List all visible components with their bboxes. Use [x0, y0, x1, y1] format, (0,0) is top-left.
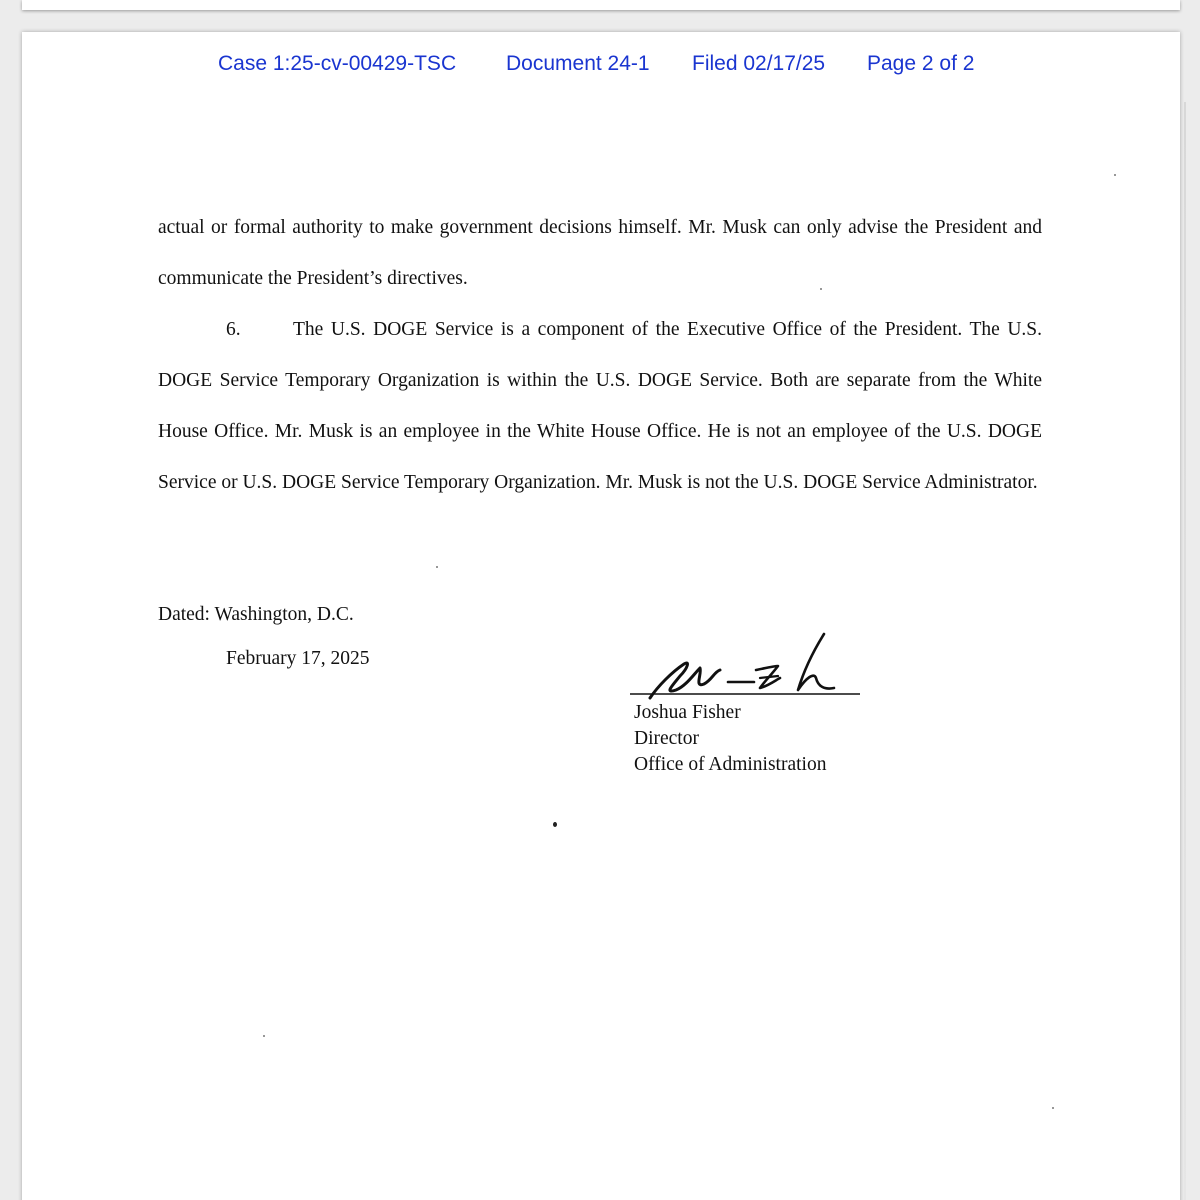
signer-office: Office of Administration: [634, 754, 827, 775]
handwritten-signature: [628, 628, 868, 708]
paragraph-6-text: The U.S. DOGE Service is a component of the Executive Office of the President. The U.S. DOGE Service Temporary Organization is within the U.S. DOGE Service. Both are separate from the White House Office. Mr. Musk is an employee in the White House Office. He is not an employee of the U.S. DOGE Service or U.S. DOGE Service Temporary Organization. Mr. Musk is not the U.S. DOGE Service Administrator.: [158, 319, 1042, 493]
scan-speck: [820, 288, 822, 290]
stamp-case-number: Case 1:25-cv-00429-TSC: [218, 52, 457, 75]
signer-name: Joshua Fisher: [634, 702, 741, 723]
signer-title: Director: [634, 728, 699, 749]
stamp-page-number: Page 2 of 2: [867, 52, 975, 75]
scan-speck: [553, 822, 557, 827]
declaration-body: [158, 202, 1042, 508]
scan-speck: [1052, 1107, 1054, 1109]
paragraph-number: 6.: [226, 319, 241, 340]
dated-location: Dated: Washington, D.C.: [158, 604, 354, 625]
stamp-filed-date: Filed 02/17/25: [692, 52, 826, 75]
paragraph-6: [158, 304, 1042, 508]
signature-block: [634, 700, 826, 778]
scan-edge-line: [1184, 102, 1186, 1200]
previous-page-edge: [22, 0, 1180, 10]
scan-speck: [1114, 174, 1116, 176]
scan-speck: [263, 1035, 265, 1037]
paragraph-continued: actual or formal authority to make government decisions himself. Mr. Musk can only advise the President and communicate the President’s directives.: [158, 217, 1042, 289]
stamp-document-number: Document 24-1: [506, 52, 650, 75]
signing-date: February 17, 2025: [226, 648, 370, 669]
scan-speck: [436, 566, 438, 568]
